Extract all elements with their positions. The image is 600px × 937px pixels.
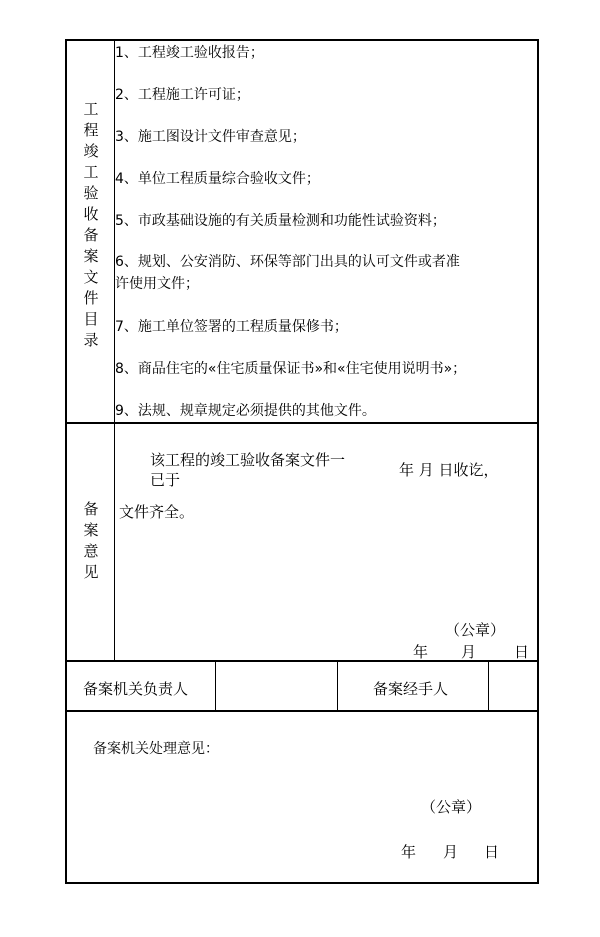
label-char: 验 [83, 184, 99, 202]
label-char: 见 [83, 563, 99, 581]
label-char: 程 [83, 121, 99, 139]
column-divider [114, 424, 115, 661]
opinion-line2: 已于 [150, 471, 181, 489]
directory-item: 8、商品住宅的«住宅质量保证书»和«住宅使用说明书»； [115, 361, 467, 377]
opinion-date-day: 日 [514, 643, 530, 661]
column-divider [488, 662, 489, 711]
label-char: 备 [83, 500, 99, 518]
opinion-label [67, 499, 115, 583]
directory-item: 1、工程竣工验收报告； [115, 45, 264, 61]
directory-item: 许使用文件； [115, 276, 199, 292]
directory-item: 9、法规、规章规定必须提供的其他文件。 [115, 403, 376, 419]
label-char: 意 [83, 542, 99, 560]
opinion-line1: 该工程的竣工验收备案文件一 [150, 451, 346, 469]
label-char: 工 [83, 163, 99, 181]
opinion-date-month: 月 [461, 643, 477, 661]
label-char: 案 [83, 521, 99, 539]
handling-date-year: 年 [401, 843, 417, 861]
column-divider [215, 662, 216, 711]
handler-label: 备案经手人 [373, 680, 449, 698]
label-char: 目 [83, 310, 99, 328]
label-char: 件 [83, 289, 99, 307]
label-char: 收 [83, 205, 99, 223]
opinion-date-received: 年 月 日收讫， [399, 461, 499, 479]
directory-item: 3、施工图设计文件审查意见； [115, 129, 306, 145]
section-divider [67, 710, 537, 712]
label-char: 备 [83, 226, 99, 244]
filing-form-table [65, 39, 539, 884]
directory-label [67, 99, 115, 351]
handling-date-day: 日 [484, 843, 500, 861]
opinion-seal: （公章） [445, 621, 506, 639]
handling-seal: （公章） [421, 798, 482, 816]
label-char: 竣 [83, 142, 99, 160]
section-divider [67, 660, 537, 662]
section-divider [67, 422, 537, 424]
opinion-date-year: 年 [413, 643, 429, 661]
directory-item: 6、规划、公安消防、环保等部门出具的认可文件或者准 [115, 254, 460, 270]
label-char: 录 [83, 331, 99, 349]
label-char: 工 [83, 100, 99, 118]
label-char: 案 [83, 247, 99, 265]
handling-label: 备案机关处理意见： [93, 741, 219, 757]
directory-item: 5、市政基础设施的有关质量检测和功能性试验资料； [115, 213, 446, 229]
directory-item: 7、施工单位签署的工程质量保修书； [115, 319, 348, 335]
handling-date-month: 月 [443, 843, 459, 861]
responsible-officer-label: 备案机关负责人 [83, 680, 189, 698]
label-char: 文 [83, 268, 99, 286]
opinion-line3: 文件齐全。 [119, 503, 195, 521]
column-divider [337, 662, 338, 711]
directory-item: 4、单位工程质量综合验收文件； [115, 171, 320, 187]
directory-item: 2、工程施工许可证； [115, 87, 250, 103]
